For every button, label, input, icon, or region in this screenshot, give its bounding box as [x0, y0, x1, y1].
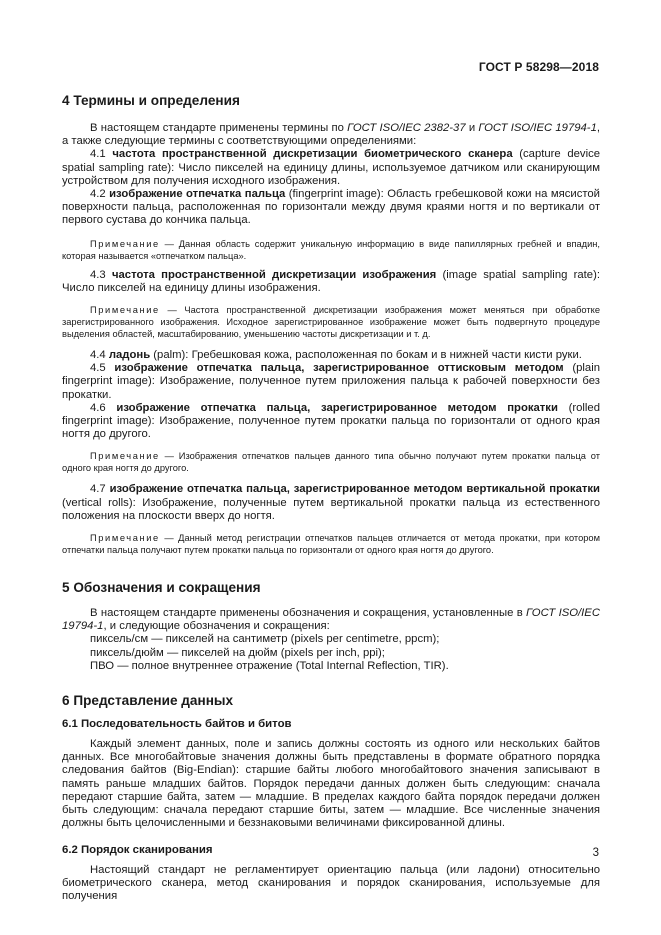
term-4-1: 4.1 частота пространственной дискретизации биометрического сканера (capture device spatial sampling rate): Число пикселей на единицу длины, используемое датчиком или сканирующим устройством для получения исходного изображения.	[62, 148, 601, 187]
term-4-2: 4.2 изображение отпечатка пальца (fingerprint image): Область гребешковой кожи на мясистой поверхности пальца, расположенная по горизонтали между двумя краями ногтя и по вертикали от первого сустава до кончика пальца.	[62, 188, 600, 227]
abbreviation-tir: ПВО — полное внутреннее отражение (Total Internal Reflection, TIR).	[90, 659, 449, 672]
term-4-7: 4.7 изображение отпечатка пальца, зарегистрированное методом вертикальной прокатки (vertical rolls): Изображение, полученные путем вертикальной прокатки пальца из естественного положения на плоскости вверх до ногтя.	[62, 483, 600, 522]
page-content	[62, 90, 600, 903]
section-5-intro: В настоящем стандарте применены обозначения и сокращения, установленные в ГОСТ ISO/IEC 19794-1, и следующие обозначения и сокращения:	[62, 607, 601, 633]
subsection-6-2-title: 6.2 Порядок сканирования	[62, 843, 213, 856]
note-4-3: Примечание — Частота пространственной дискретизации изображения может меняться при обработке зарегистрированного изображения. Исходное зарегистрированное изображение может быть подвергнуто процедуре выделения областей, масштабированию, уменьшению частоты дискретизации и т. д.	[62, 305, 600, 340]
term-4-3: 4.3 частота пространственной дискретизации изображения (image spatial sampling rate): Число пикселей на единицу длины изображения.	[62, 268, 600, 294]
standard-header: ГОСТ Р 58298—2018	[478, 60, 599, 74]
section-6-title: 6 Представление данных	[62, 693, 234, 709]
section-4-title: 4 Термины и определения	[62, 93, 240, 108]
subsection-6-1-text: Каждый элемент данных, поле и запись должны состоять из одного или нескольких байтов данных. Все многобайтовые значения должны быть представлены в формате обратного порядка следования байтов (Big-Endian): старшие байты любого многобайтового значения записывают в память раньше младших байтов. Порядок передачи данных должен быть следующим: сначала передают старшие байта, затем — младшие. В пределах каждого байта порядок передачи должен быть следующим: сначала передают старшие биты, затем — младшие. Все численные значения должны быть целочисленными и беззнаковыми величинами фиксированной длины.	[62, 738, 600, 830]
term-4-6: 4.6 изображение отпечатка пальца, зарегистрированное методом прокатки (rolled fingerprint image): Изображение, полученное путем прокатки пальца по горизонтали от одного края ногтя до другого.	[62, 401, 600, 441]
abbreviation-ppcm: пиксель/см — пикселей на сантиметр (pixels per centimetre, ppcm);	[90, 633, 440, 646]
subsection-6-1-title: 6.1 Последовательность байтов и битов	[62, 718, 292, 731]
term-4-4: 4.4 ладонь (palm): Гребешковая кожа, расположенная по бокам и в нижней части кисти руки.	[90, 349, 582, 362]
note-4-6: Примечание — Изображения отпечатков пальцев данного типа обычно получают путем прокатки пальца от одного края ногтя до другого.	[62, 451, 600, 474]
term-4-5: 4.5 изображение отпечатка пальца, зарегистрированное оттисковым методом (plain fingerprint image): Изображение, полученное путем приложения пальца к рабочей поверхности без прокатки.	[62, 362, 600, 401]
section-5-title: 5 Обозначения и сокращения	[62, 580, 261, 596]
page-number: 3	[592, 847, 599, 859]
subsection-6-2-text: Настоящий стандарт не регламентирует ориентацию пальца (или ладони) относительно биометрического сканера, метод сканирования и порядок сканирования, используемые для получения	[62, 863, 600, 902]
abbreviation-ppi: пиксель/дюйм — пикселей на дюйм (pixels per inch, ppi);	[90, 646, 385, 659]
note-4-2: Примечание — Данная область содержит уникальную информацию в виде папиллярных гребней и впадин, которая называется «отпечатком пальца».	[62, 238, 600, 261]
section-4-intro: В настоящем стандарте применены термины по ГОСТ ISO/IEC 2382-37 и ГОСТ ISO/IEC 19794-1, а также следующие термины с соответствующими определениями:	[62, 122, 600, 148]
note-4-7: Примечание — Данный метод регистрации отпечатков пальцев отличается от метода прокатки, при котором отпечатки пальца получают путем прокатки пальца по горизонтали от одного края ногтя до другого.	[62, 533, 600, 556]
